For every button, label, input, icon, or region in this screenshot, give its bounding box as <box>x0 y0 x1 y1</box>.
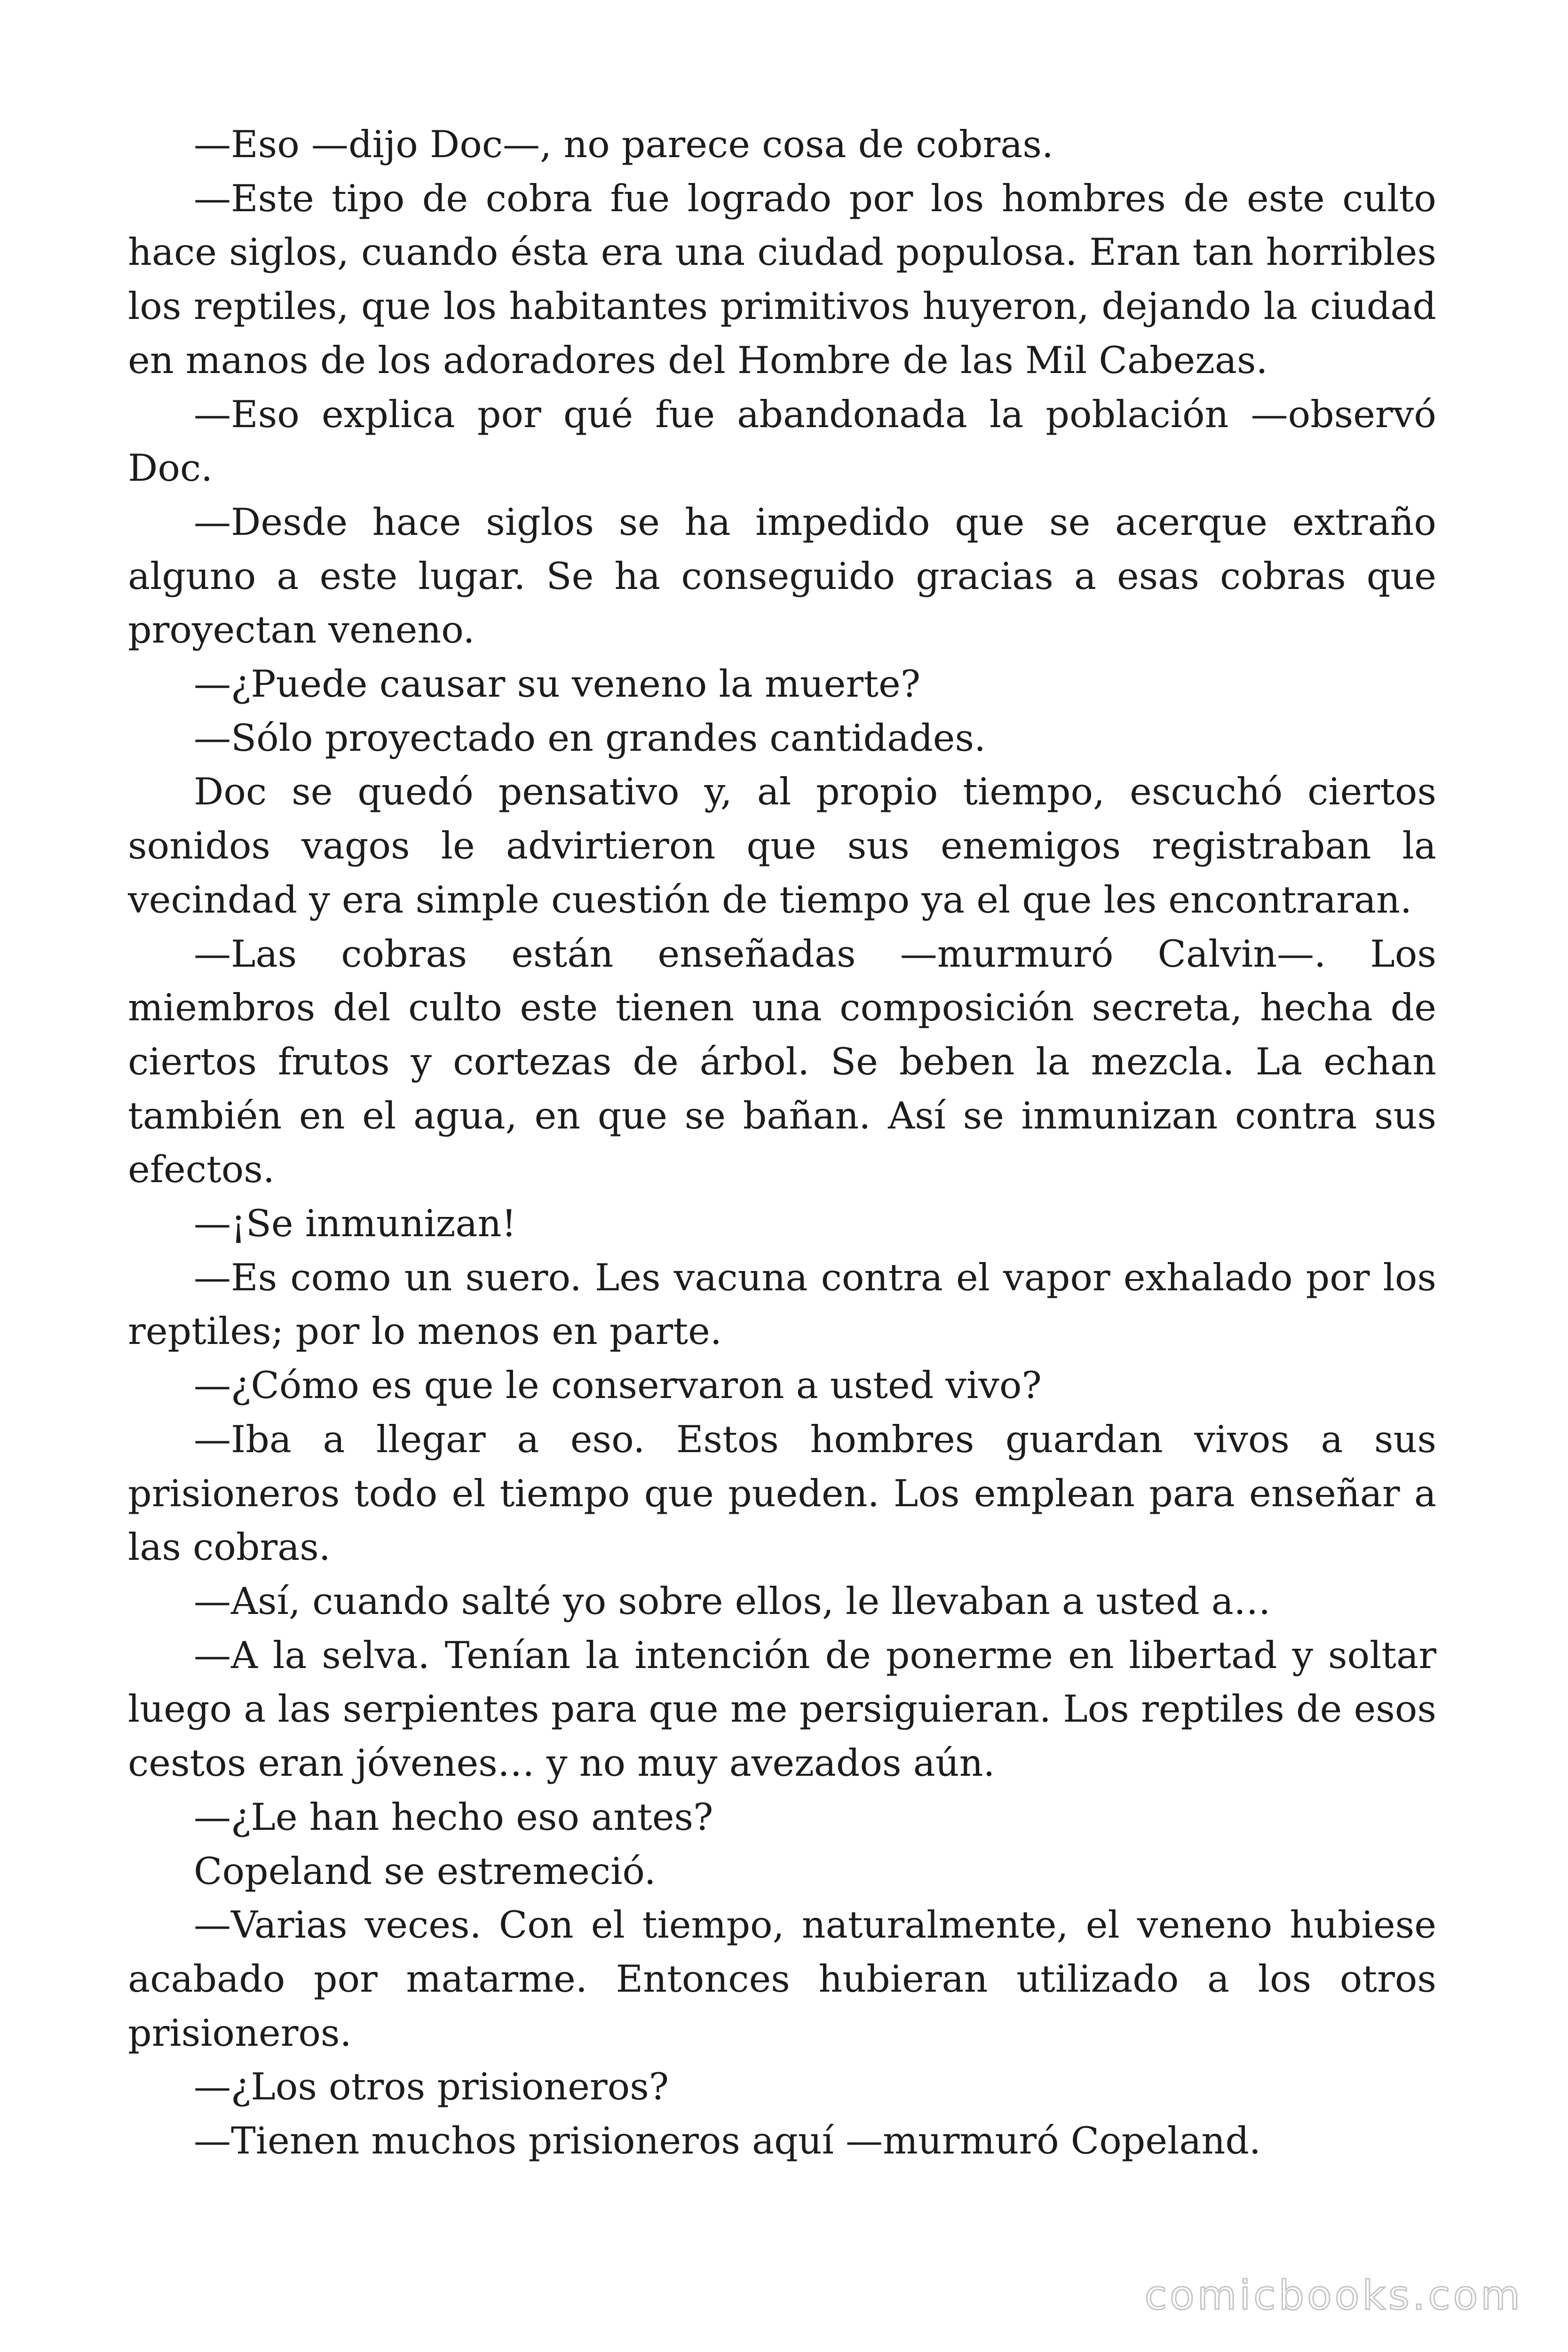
paragraph: —Desde hace siglos se ha impedido que se acerque extraño alguno a este lugar. Se ha conseguido gracias a esas cobras que proyectan veneno. <box>128 500 1436 652</box>
paragraph: —¿Puede causar su veneno la muerte? <box>194 662 921 706</box>
paragraph: —¿Los otros prisioneros? <box>194 2065 669 2109</box>
paragraph: —Este tipo de cobra fue logrado por los hombres de este culto hace siglos, cuando ésta era una ciudad populosa. Eran tan horribles los reptiles, que los habitantes primitivos huyeron, dejando la ciudad en manos de los adoradores del Hombre de las Mil Cabezas. <box>128 176 1436 382</box>
paragraph: —Sólo proyectado en grandes cantidades. <box>194 716 986 760</box>
paragraph: —Así, cuando salté yo sobre ellos, le llevaban a usted a… <box>194 1579 1271 1623</box>
paragraph: —¿Cómo es que le conservaron a usted vivo? <box>194 1364 1042 1407</box>
paragraph: Doc se quedó pensativo y, al propio tiempo, escuchó ciertos sonidos vagos le advirtieron que sus enemigos registraban la vecindad y era simple cuestión de tiempo ya el que les encontraran. <box>128 770 1436 922</box>
paragraph: —Eso explica por qué fue abandonada la población —observó Doc. <box>128 392 1436 490</box>
paragraph: —Tienen muchos prisioneros aquí —murmuró Copeland. <box>194 2119 1261 2163</box>
paragraph: —Eso —dijo Doc—, no parece cosa de cobras. <box>194 123 1053 166</box>
paragraph: —Las cobras están enseñadas —murmuró Calvin—. Los miembros del culto este tienen una composición secreta, hecha de ciertos frutos y cortezas de árbol. Se beben la mezcla. La echan también en el agua, en que se bañan. Así se inmunizan contra sus efectos. <box>128 932 1436 1192</box>
paragraph: —Varias veces. Con el tiempo, naturalmente, el veneno hubiese acabado por matarme. Entonces hubieran utilizado a los otros prisioneros. <box>128 1903 1436 2055</box>
paragraph: —A la selva. Tenían la intención de ponerme en libertad y soltar luego a las serpientes para que me persiguieran. Los reptiles de esos cestos eran jóvenes… y no muy avezados aún. <box>128 1633 1436 1785</box>
paragraph: —¡Se inmunizan! <box>194 1202 517 1246</box>
paragraph: —¿Le han hecho eso antes? <box>194 1795 713 1839</box>
watermark: comicbooks.com <box>1144 2272 1523 2319</box>
paragraph: —Iba a llegar a eso. Estos hombres guardan vivos a sus prisioneros todo el tiempo que pueden. Los emplean para enseñar a las cobras. <box>128 1417 1436 1569</box>
book-page-body <box>128 118 1436 2168</box>
paragraph: Copeland se estremeció. <box>194 1849 656 1893</box>
paragraph: —Es como un suero. Les vacuna contra el vapor exhalado por los reptiles; por lo menos en parte. <box>128 1255 1436 1353</box>
